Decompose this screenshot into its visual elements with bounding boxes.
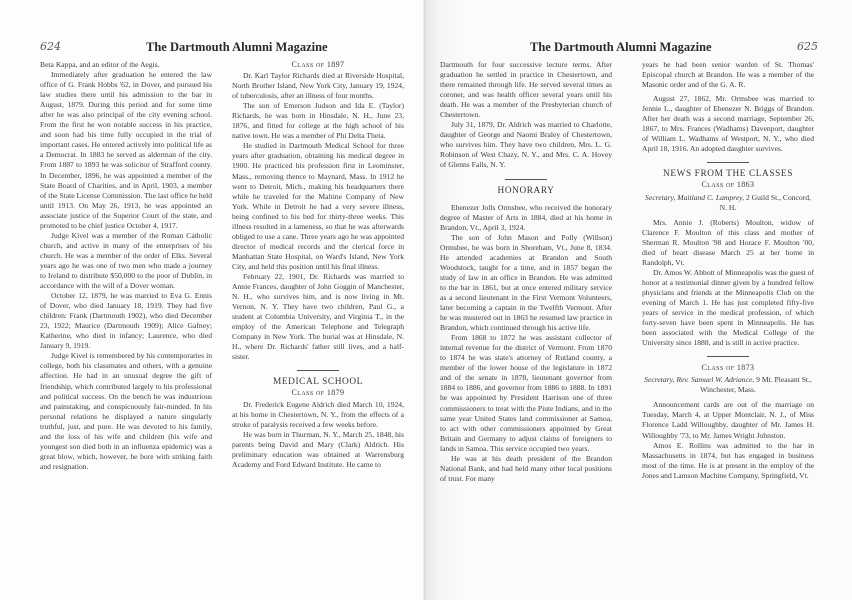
paragraph: Announcement cards are out of the marriage on Tuesday, March 4, at Upper Montclair, N. J., of Miss Florence Ladd Willoughby, daughter of Mr. James H. Willoughby '73, to Mr. James Wright Johnston.: [642, 400, 814, 440]
running-title: The Dartmouth Alumni Magazine: [530, 40, 712, 54]
paragraph: Dr. Frederick Eugene Aldrich died March 10, 1924, at his home in Chestertown, N. Y., from the effects of a stroke of paralysis received a few weeks before.: [232, 399, 404, 429]
right-column-2: [642, 60, 814, 481]
paragraph: He studied in Dartmouth Medical School for three years after graduation, obtaining his medical degree in 1900. He practiced his profession first in Leominster, Mass., removing thence to Maynard, Mass. In 1912 he went to Detroit, Mich., making his headquarters there while he traveled for the Maltine Company of New York. While in Detroit he had a very severe illness, being confined to his bed for thirty-three weeks. This illness resulted in a lameness, so that he was afterwards obliged to use a cane. Three years ago he was appointed director of medical records and the clerical force in Manhattan State Hospital, on Ward's Island, New York City, and held this position until his final illness.: [232, 141, 404, 271]
class-heading: Class of 1863: [701, 180, 755, 190]
secretary-address: 9 Mt. Pleasant St., Winchester, Mass.: [700, 375, 812, 395]
left-page-header: [0, 40, 426, 54]
paragraph: February 22, 1901, Dr. Richards was married to Annie Frances, daughter of John Goggin of Manchester, N. H., who survives him, and is now living in Mt. Vernon, N. Y. They have two children, Paul G., a student at Columbia University, and Virginia T., in the employ of the American Telephone and Telegraph Company in New York. The burial was at Hinsdale, N. H., where Dr. Richards' father still lives, and a half-sister.: [232, 271, 404, 362]
running-title: The Dartmouth Alumni Magazine: [146, 40, 328, 54]
right-page-header: [426, 40, 852, 54]
paragraph: Beta Kappa, and an editor of the Aegis.: [40, 60, 160, 69]
secretary-name: Secretary, Maitland C. Lamprey,: [645, 192, 745, 202]
paragraph: years he had been senior warden of St. Thomas' Episcopal church at Brandon. He was a member of the Masonic order and of the G. A. R.: [642, 60, 814, 90]
paragraph: Judge Kivel was a member of the Roman Catholic church, and active in many of the enterprises of his church. He was a member of the order of Elks. Several years ago he was one of two men who made a journey to Ireland to distribute $50,000 to the poor of Dublin, in accordance with the will of a Dover woman.: [40, 230, 212, 291]
class-secretary: [642, 193, 814, 213]
class-heading: Class of 1879: [291, 388, 345, 398]
right-column-1: [440, 60, 612, 484]
page-number: 625: [797, 40, 818, 53]
secretary-name: Secretary, Rev. Samuel W. Adriance,: [644, 375, 755, 385]
left-column-1: [40, 60, 212, 472]
paragraph: August 27, 1862, Mr. Ormsbee was married to Jennie L., daughter of Ebenezer N. Briggs of Brandon. After her death was a second marriage, September 26, 1867, to Mrs. Frances (Wadhams) Davenport, daughter of William L. Wadhams of Westport, N. Y., who died April 18, 1916. An adopted daughter survives.: [642, 94, 814, 154]
paragraph: Mrs. Annie J. (Roberts) Moulton, widow of Clarence F. Moulton of this class and mother of Sherman R. Moulton '98 and Horace F. Moulton '00, died of heart disease March 25 at her home in Randolph, Vt.: [642, 217, 814, 267]
paragraph: The son of John Mason and Polly (Willson) Ormsbee, he was born in Shoreham, Vt., June 8, 1834. He attended academies at Brandon and South Woodstock, taught for a time, and in 1857 began the study of law in an office in Brandon. He was admitted to the bar in 1861, but at once entered military service as a second lieutenant in the First Vermont Volunteers, later becoming a captain in the Twelfth Vermont. After he was mustered out in 1863 he resumed law practice in Brandon, which continued through his active life.: [440, 232, 612, 333]
section-divider: [297, 370, 339, 371]
paragraph: July 31, 1879, Dr. Aldrich was married to Charlotte, daughter of George and Naomi Braley of Chestertown, who survives him. They have two children, Mrs. L. G. Robinson of West Chazy, N. Y., and Mrs. C. A. Hovey of Glenns Falls, N. Y.: [440, 120, 612, 170]
paragraph: He was born in Thurman, N. Y., March 25, 1848, his parents being David and Mary (Clark) Aldrich. His preliminary education was obtained at Warrensburg Academy and Ford Edward Institute. He came to: [232, 429, 404, 469]
paragraph: Dr. Amos W. Abbott of Minneapolis was the guest of honor at a testimonial dinner given by a hundred fellow physicians and friends at the Minneapolis Club on the evening of March 1. He has just completed fifty-five years of service in the medical profession, of which forty-seven have been spent in Minneapolis. He has been associated with the Medical College of the University since 1888, and is still in active practice.: [642, 267, 814, 348]
left-column-2: [232, 60, 404, 470]
paragraph: October 12, 1879, he was married to Eva G. Ennis of Dover, who died January 18, 1919. They had five children: Frank (Dartmouth 1902), who died December 23, 1922; Maurice (Dartmouth 1909); Alice Gafney; Katherine, who died in infancy; Laurence, who died January 9, 1919.: [40, 291, 212, 351]
secretary-address: 2 Guild St., Concord, N. H.: [719, 192, 811, 212]
paragraph: He was at his death president of the Brandon National Bank, and had held many other local positions of trust. For many: [440, 453, 612, 483]
paragraph: Dartmouth for four successive lecture terms. After graduation he settled in practice in Chestertown, and there remained through life. He served several times as coroner, and was health officer several years until his death. He was a member of the Presbyterian church of Chestertown.: [440, 60, 612, 120]
section-heading: MEDICAL SCHOOL: [273, 377, 363, 388]
section-divider: [707, 356, 749, 357]
page-number: 624: [40, 40, 61, 53]
paragraph: Immediately after graduation he entered the law office of G. Frank Hobbs '62, in Dover, and pursued his law studies there until his admission to the bar in August, 1879. During this period and for some time after he was also principal of the city evening school. From the first he won notable success in his practice, and soon had his time fully occupied in the trial of important cases. He entered actively into political life as a Democrat. In 1883 he served as alderman of the city. From 1887 to 1893 he was solicitor of Strafford county. In December, 1896, he was appointed a member of the State Board of Charities, and in April, 1903, a member of the State License Commission. The last office he held until 1913. On May 26, 1913, he was appointed an associate justice of the Superior Court of the state, and promoted to be chief justice October 4, 1917.: [40, 70, 212, 230]
paragraph: Judge Kivel is remembered by his contemporaries in college, both his classmates and others, with a genuine affection. He had in an unusual degree the gift of friendship, which contributed largely to his professional and political success. On the bench he was industrious and painstaking, and conspicuously fair-minded. In his personal relations he displayed a nature singularly truthful, just, and pure. He was devoted to his family, and the loss of his wife and children (his wife and youngest son died both in an influenza epidemic) was a great blow, which, however, he bore with striking faith and resignation.: [40, 351, 212, 471]
class-heading: Class of 1897: [291, 60, 345, 69]
section-heading: HONORARY: [497, 185, 555, 196]
paragraph: Dr. Karl Taylor Richards died at Riverside Hospital, North Brother Island, New York City, January 19, 1924, of tuberculosis, after an illness of four months.: [232, 71, 404, 101]
class-secretary: [642, 375, 814, 395]
paragraph: Ebenezer Jolls Ormsbee, who received the honorary degree of Master of Arts in 1884, died at his home in Brandon, Vt., April 3, 1924.: [440, 202, 612, 232]
section-divider: [707, 162, 749, 163]
paragraph: Amos E. Rollins was admitted to the bar in Massachusetts in 1874, but has engaged in business most of the time. He is at present in the employ of the Jones and Lamson Machine Company, Springfield, Vt.: [642, 440, 814, 480]
section-heading: NEWS FROM THE CLASSES: [663, 169, 793, 180]
right-page: [426, 0, 852, 600]
class-heading: Class of 1873: [701, 363, 755, 373]
section-divider: [505, 179, 547, 180]
paragraph: From 1868 to 1872 he was assistant collector of internal revenue for the district of Vermont. From 1870 to 1874 he was state's attorney of Rutland county, a member of the lower house of the legislature in 1872 and of the senate in 1878, lieutenant governor from 1884 to 1886, and governor from 1886 to 1888. In 1891 he was appointed by President Harrison one of three commissioners to treat with the Piute Indians, and in the same year United States land commissioner at Samoa, to act with other commissioners appointed by Great Britain and Germany to adjust claims of foreigners to lands in Samoa. This service occupied two years.: [440, 333, 612, 453]
paragraph: The son of Emerson Judson and Ida E. (Taylor) Richards, he was born in Hinsdale, N. H., June 23, 1876, and fitted for college at the high school of his native town. He was a member of Phi Delta Theta.: [232, 101, 404, 141]
